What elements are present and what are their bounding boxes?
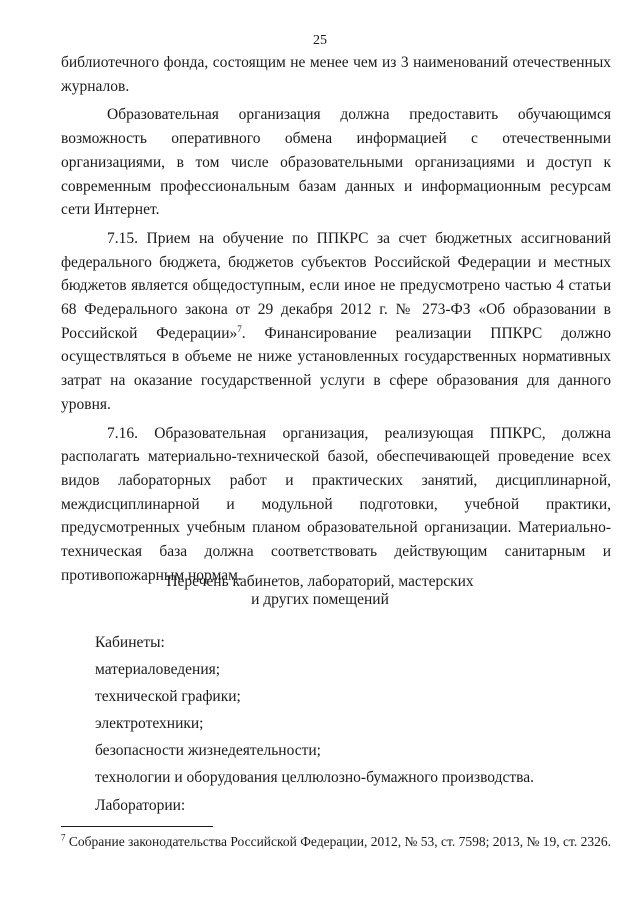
footnote-reference[interactable]: 7 [237, 323, 242, 334]
section-heading [0, 573, 640, 609]
list-item: технической графики; [95, 688, 241, 706]
paragraph-information-exchange: Образовательная организация должна предоставить обучающимся возможность оперативного обмена информацией с отечественными организациями, в том числе образовательными организациями и доступ к современным профессиональным базам данных и информационным ресурсам сети Интернет. [61, 106, 611, 219]
paragraph-7-16: 7.16. Образовательная организация, реализующая ППКРС, должна располагать материально-технической базой, обеспечивающей проведение всех видов лабораторных работ и практических занятий, дисциплинарной, междисциплинарной и модульной подготовки, учебной практики, предусмотренных учебным планом образовательной организации. Материально-техническая база должна соответствовать действующим санитарным и противопожарным нормам. [61, 424, 611, 584]
cabinets-label: Кабинеты: [95, 634, 165, 651]
list-item: материаловедения; [95, 661, 221, 679]
list-item: технологии и оборудования целлюлозно-бумажного производства. [95, 769, 535, 787]
paragraph-continuation: библиотечного фонда, состоящим не менее чем из 3 наименований отечественных журналов. [61, 54, 611, 95]
list-item: безопасности жизнедеятельности; [95, 742, 321, 760]
heading-line-1: Перечень кабинетов, лабораторий, мастерских [166, 573, 474, 590]
heading-line-2: и других помещений [251, 591, 389, 608]
list-item: электротехники; [95, 715, 204, 733]
paragraph-7-15-part-a: 7.15. Прием на обучение по ППКРС за счет бюджетных ассигнований федерального бюджета, бюджетов субъектов Российской Федерации и местных бюджетов является общедоступным, если иное не предусмотрено частью 4 статьи 68 Федерального закона от 29 декабря 2012 г. № 273-ФЗ «Об образовании в Российской Федерации» [61, 229, 611, 342]
page-number: 25 [313, 33, 327, 48]
rooms-list [95, 629, 595, 819]
paragraph-7-15 [61, 227, 611, 417]
footnote-marker: 7 [61, 832, 66, 843]
footnote [61, 834, 621, 850]
paragraph-7-15-part-b: . Финансирование реализации ППКРС должно осуществляться в объеме не ниже установленных государственных нормативных затрат на оказание государственной услуги в сфере образования для данного уровня. [61, 324, 611, 413]
laboratories-label: Лаборатории: [95, 796, 186, 814]
footnote-text: Собрание законодательства Российской Федерации, 2012, № 53, ст. 7598; 2013, № 19, ст. 2326. [65, 834, 612, 849]
main-text [61, 51, 611, 587]
footnote-divider [61, 826, 213, 827]
